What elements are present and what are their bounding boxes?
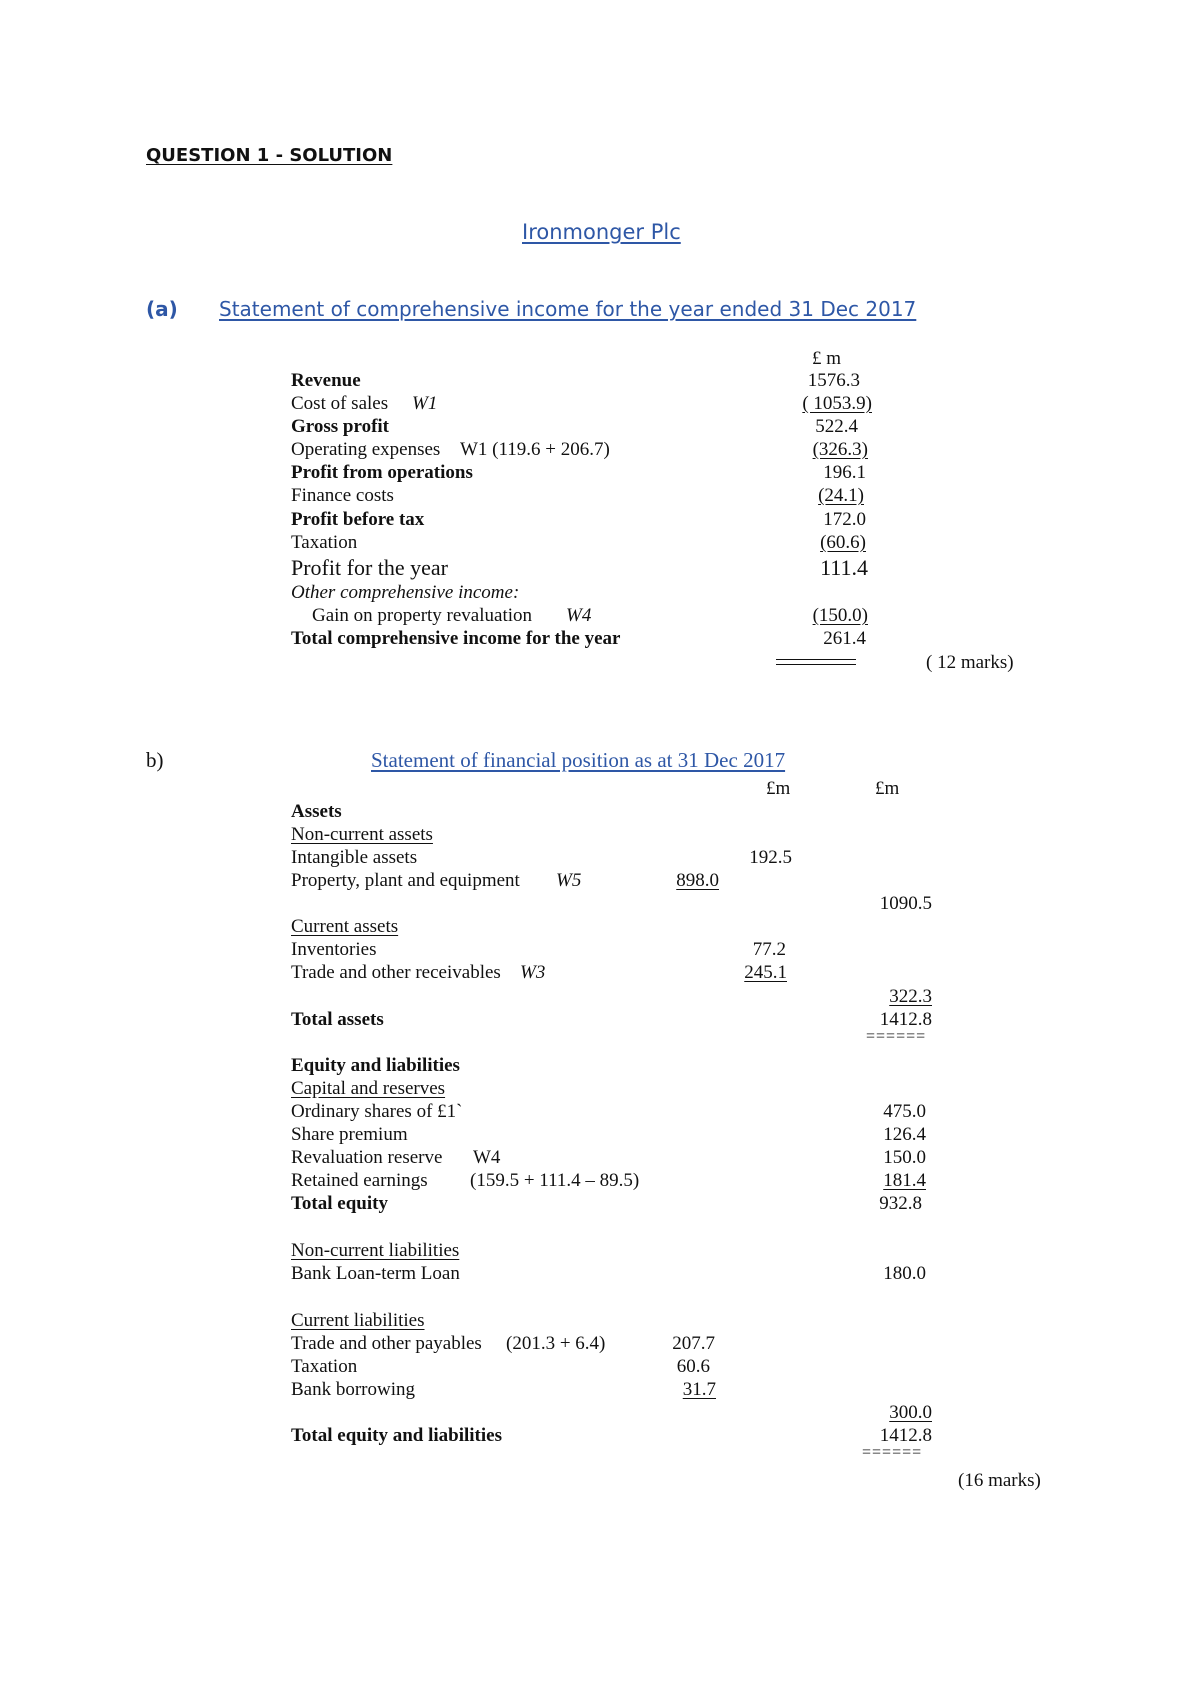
section-b-marks: (16 marks) [958, 1470, 1041, 1491]
taxation-liability-value: 60.6 [676, 1356, 710, 1377]
finance-costs-label: Finance costs [291, 485, 394, 506]
profit-for-year-value: 111.4 [820, 555, 868, 580]
ordinary-shares-label: Ordinary shares of £1` [291, 1101, 463, 1122]
operating-expenses-ref: W1 (119.6 + 206.7) [460, 439, 610, 460]
total-equity-label: Total equity [291, 1193, 388, 1214]
total-comprehensive-income-value: 261.4 [823, 628, 866, 649]
operating-expenses-label: Operating expenses [291, 439, 441, 460]
cost-of-sales-label: Cost of sales [291, 393, 389, 414]
revaluation-reserve-value: 150.0 [883, 1147, 926, 1168]
total-assets-label: Total assets [291, 1009, 384, 1030]
operating-expenses-value: (326.3) [812, 439, 868, 460]
inventories-label: Inventories [291, 939, 377, 960]
ppe-value: 898.0 [676, 870, 719, 891]
other-comprehensive-income-label: Other comprehensive income: [291, 582, 520, 603]
intangible-assets-value: 192.5 [749, 847, 792, 868]
revenue-value: 1576.3 [807, 370, 860, 391]
total-equity-liabilities-double-rule: ====== [862, 1444, 923, 1461]
gain-on-revaluation-label: Gain on property revaluation [312, 605, 533, 626]
current-liabilities-heading: Current liabilities [291, 1310, 425, 1331]
total-assets-double-rule: ====== [866, 1028, 927, 1045]
current-assets-total: 322.3 [889, 986, 932, 1007]
gross-profit-label: Gross profit [291, 416, 389, 437]
ordinary-shares-value: 475.0 [883, 1101, 926, 1122]
equity-liabilities-heading: Equity and liabilities [291, 1055, 460, 1076]
taxation-value: (60.6) [820, 532, 866, 553]
gain-on-revaluation-ref: W4 [566, 605, 592, 626]
current-liabilities-total: 300.0 [889, 1402, 932, 1423]
profit-from-operations-label: Profit from operations [291, 462, 473, 483]
cost-of-sales-ref: W1 [412, 393, 438, 414]
bank-borrowing-label: Bank borrowing [291, 1379, 416, 1400]
ppe-label: Property, plant and equipment [291, 870, 520, 891]
income-currency-header: £ m [812, 348, 842, 369]
total-equity-liabilities-label: Total equity and liabilities [291, 1425, 502, 1446]
total-assets-value: 1412.8 [879, 1009, 932, 1030]
question-heading: QUESTION 1 - SOLUTION [146, 145, 393, 166]
non-current-assets-total: 1090.5 [879, 893, 932, 914]
share-premium-label: Share premium [291, 1124, 408, 1145]
bank-loan-label: Bank Loan-term Loan [291, 1263, 460, 1284]
retained-earnings-value: 181.4 [883, 1170, 926, 1191]
section-a-label: (a) [146, 297, 178, 321]
inventories-value: 77.2 [752, 939, 786, 960]
total-equity-liabilities-value: 1412.8 [879, 1425, 932, 1446]
ppe-ref: W5 [556, 870, 582, 891]
gross-profit-value: 522.4 [815, 416, 858, 437]
company-title: Ironmonger Plc [522, 220, 681, 244]
capital-reserves-heading: Capital and reserves [291, 1078, 446, 1099]
receivables-ref: W3 [520, 962, 546, 983]
payables-value: 207.7 [672, 1333, 715, 1354]
total-equity-value: 932.8 [879, 1193, 922, 1214]
gain-on-revaluation-value: (150.0) [812, 605, 868, 626]
cost-of-sales-value: ( 1053.9) [802, 393, 872, 414]
payables-ref: (201.3 + 6.4) [506, 1333, 606, 1354]
section-b-title: Statement of financial position as at 31 Dec 2017 [371, 748, 786, 772]
payables-label: Trade and other payables [291, 1333, 482, 1354]
bank-borrowing-value: 31.7 [682, 1379, 716, 1400]
revaluation-reserve-label: Revaluation reserve [291, 1147, 443, 1168]
total-comprehensive-income-label: Total comprehensive income for the year [291, 628, 621, 649]
retained-earnings-label: Retained earnings [291, 1170, 428, 1191]
retained-earnings-ref: (159.5 + 111.4 – 89.5) [470, 1170, 640, 1191]
receivables-value: 245.1 [744, 962, 787, 983]
profit-for-year-label: Profit for the year [291, 555, 448, 580]
current-assets-heading: Current assets [291, 916, 399, 937]
taxation-label: Taxation [291, 532, 358, 553]
non-current-liabilities-heading: Non-current liabilities [291, 1240, 460, 1261]
assets-heading: Assets [291, 801, 342, 822]
section-b-label: b) [146, 748, 164, 772]
section-a-title: Statement of comprehensive income for the year ended 31 Dec 2017 [219, 297, 917, 321]
double-underline [776, 659, 856, 665]
profit-before-tax-value: 172.0 [823, 509, 866, 530]
intangible-assets-label: Intangible assets [291, 847, 418, 868]
revaluation-reserve-ref: W4 [473, 1147, 501, 1168]
share-premium-value: 126.4 [883, 1124, 926, 1145]
profit-before-tax-label: Profit before tax [291, 509, 425, 530]
profit-from-operations-value: 196.1 [823, 462, 866, 483]
receivables-label: Trade and other receivables [291, 962, 501, 983]
taxation-liability-label: Taxation [291, 1356, 358, 1377]
position-col2-header: £m [875, 778, 900, 799]
bank-loan-value: 180.0 [883, 1263, 926, 1284]
revenue-label: Revenue [291, 370, 361, 391]
non-current-assets-heading: Non-current assets [291, 824, 433, 845]
finance-costs-value: (24.1) [818, 485, 864, 506]
section-a-marks: ( 12 marks) [926, 652, 1014, 673]
position-col1-header: £m [766, 778, 791, 799]
